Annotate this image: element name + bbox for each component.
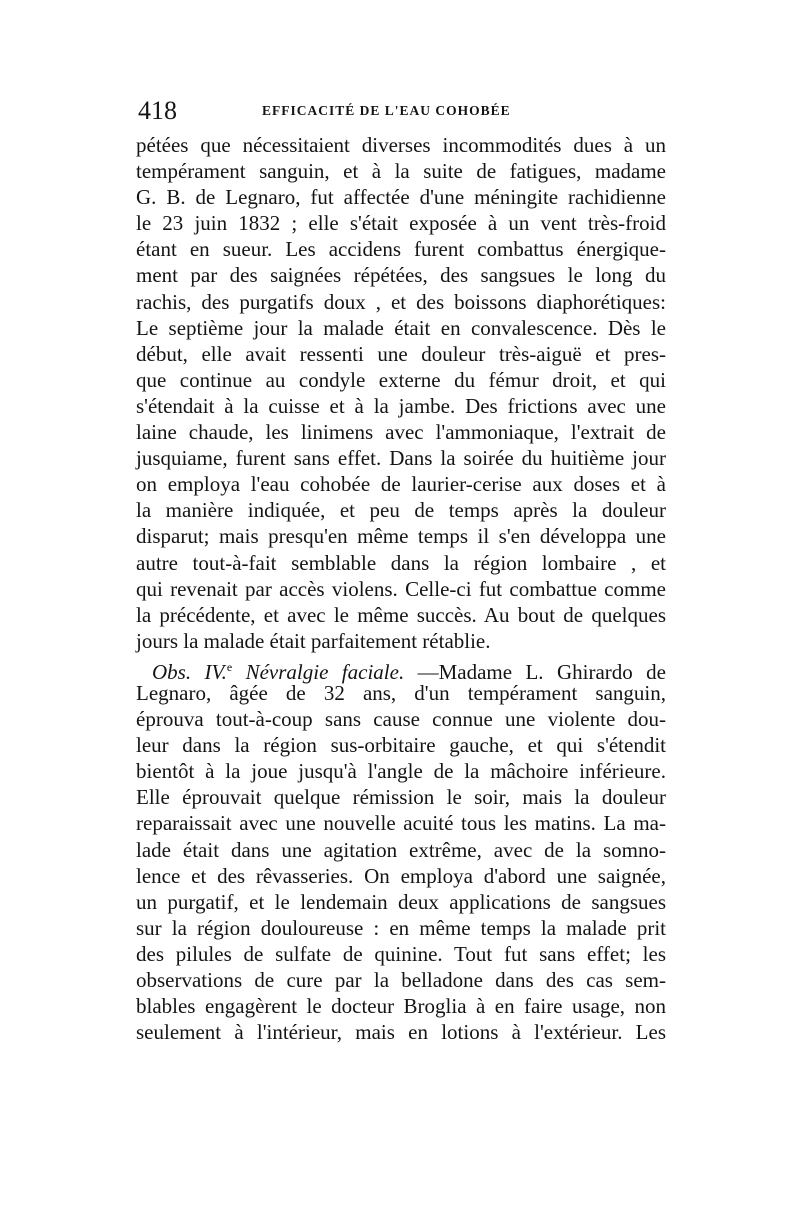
text-line: que continue au condyle externe du fémur droit, et qui	[136, 367, 666, 392]
page-header	[138, 96, 666, 126]
text-line: leur dans la région sus-orbitaire gauche, et qui s'étendit	[136, 733, 666, 758]
paragraph-2	[136, 654, 666, 1045]
text-line: disparut; mais presqu'en même temps il s'en développa une	[136, 524, 666, 549]
text-line: le 23 juin 1832 ; elle s'était exposée à un vent très-froid	[136, 211, 666, 236]
text-line: éprouva tout-à-coup sans cause connue une violente dou-	[136, 707, 666, 732]
text-line: blables engagèrent le docteur Broglia à en faire usage, non	[136, 994, 666, 1019]
text-line: reparaissait avec une nouvelle acuité tous les matins. La ma-	[136, 811, 666, 836]
text-line: la manière indiquée, et peu de temps après la douleur	[136, 498, 666, 523]
text-line: G. B. de Legnaro, fut affectée d'une méningite rachidienne	[136, 185, 666, 210]
text-line: lence et des rêvasseries. On employa d'abord une saignée,	[136, 863, 666, 888]
text-line: seulement à l'intérieur, mais en lotions à l'extérieur. Les	[136, 1020, 666, 1045]
text-line: un purgatif, et le lendemain deux applications de sangsues	[136, 889, 666, 914]
text-line: Legnaro, âgée de 32 ans, d'un tempérament sanguin,	[136, 680, 666, 705]
text-line: on employa l'eau cohobée de laurier-cerise aux doses et à	[136, 472, 666, 497]
text-line: autre tout-à-fait semblable dans la région lombaire , et	[136, 550, 666, 575]
text-line: Elle éprouvait quelque rémission le soir, mais la douleur	[136, 785, 666, 810]
observation-heading-line	[136, 654, 666, 684]
text-line: observations de cure par la belladone dans des cas sem-	[136, 968, 666, 992]
text-line: ment par des saignées répétées, des sangsues le long du	[136, 263, 666, 288]
text-line: la précédente, et avec le même succès. Au bout de quelques	[136, 602, 666, 627]
body-text	[136, 132, 666, 1045]
text-line: bientôt à la joue jusqu'à l'angle de la mâchoire inférieure.	[136, 759, 666, 784]
text-line: pétées que nécessitaient diverses incommodités dues à un	[136, 133, 666, 157]
text-line: lade était dans une agitation extrême, avec de la somno-	[136, 837, 666, 862]
text-line: s'étendait à la cuisse et à la jambe. Des frictions avec une	[136, 393, 666, 418]
observation-ordinal-suffix: e	[226, 659, 233, 674]
observation-label: Obs. IV.	[152, 659, 227, 684]
text-line: jours la malade était parfaitement rétablie.	[136, 628, 491, 653]
text-line: des pilules de sulfate de quinine. Tout fut sans effet; les	[136, 941, 666, 966]
observation-title: Névralgie faciale.	[245, 659, 405, 684]
text-line: début, elle avait ressenti une douleur très-aiguë et pres-	[136, 341, 666, 366]
text-line: jusquiame, furent sans effet. Dans la soirée du huitième jour	[136, 446, 666, 471]
text-line: rachis, des purgatifs doux , et des boissons diaphorétiques:	[136, 289, 666, 314]
text-line: étant en sueur. Les accidens furent combattus énergique-	[136, 237, 666, 262]
text-line: tempérament sanguin, et à la suite de fatigues, madame	[136, 159, 666, 184]
observation-first-line-text: —Madame L. Ghirardo de	[404, 659, 666, 684]
text-line: laine chaude, les linimens avec l'ammoniaque, l'extrait de	[136, 420, 666, 445]
text-line: sur la région douloureuse : en même temps la malade prit	[136, 915, 666, 940]
text-line: Le septième jour la malade était en convalescence. Dès le	[136, 315, 666, 340]
text-line: qui revenait par accès violens. Celle-ci fut combattue comme	[136, 576, 666, 601]
running-head: EFFICACITÉ DE L'EAU COHOBÉE	[262, 103, 511, 118]
page-number: 418	[138, 96, 177, 125]
paragraph-1	[136, 132, 666, 654]
